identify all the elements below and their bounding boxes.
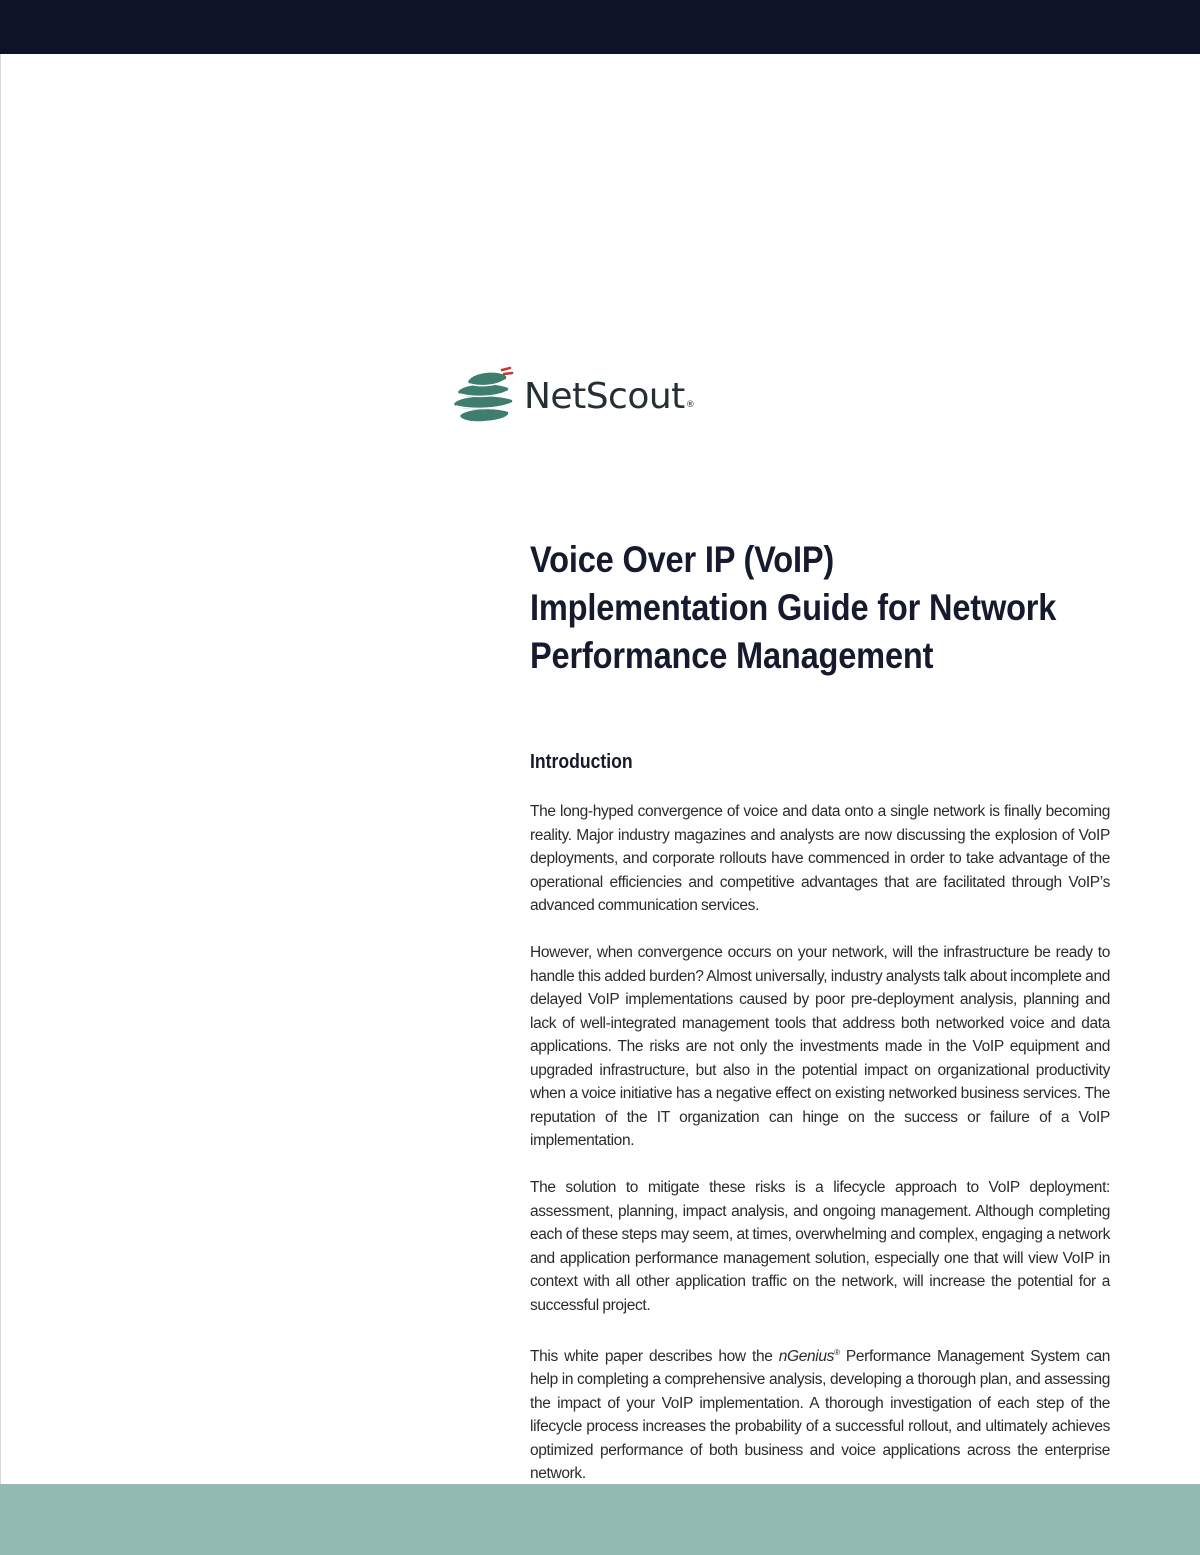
document-title: Voice Over IP (VoIP) Implementation Guide for Network Performance Management	[530, 539, 1057, 676]
product-registered-mark: ®	[834, 1347, 840, 1357]
paragraph-4-rest: Performance Management System can help in completing a comprehensive analysis, developing a thorough plan, and assessing the impact of your VoIP implementation. A thorough investigation of each step of the lifecycle process increases the probability of a successful rollout, and ultimately achieves optimized performance of both business and voice applications across the enterprise network.	[530, 1347, 1110, 1482]
paragraph-1: The long-hyped convergence of voice and data onto a single network is finally becoming reality. Major industry magazines and analysts are now discussing the explosion of VoIP deployments, and corporate rollouts have commenced in order to take advantage of the operational efficiencies and competitive advantages that are facilitated through VoIP’s advanced communication services.	[530, 803, 1110, 914]
header-bar	[0, 0, 1200, 54]
paragraph-3: The solution to mitigate these risks is a lifecycle approach to VoIP deployment: assessment, planning, impact analysis, and ongoing management. Although completing each of these steps may seem, at times, overwhelming and complex, engaging a network and application performance management solution, especially one that will view VoIP in context with all other application traffic on the network, will increase the potential for a successful project.	[530, 1179, 1110, 1314]
netscout-stacked-discs-icon	[450, 362, 522, 426]
logo-wordmark: NetScout	[524, 375, 685, 417]
section-heading-introduction: Introduction	[530, 751, 633, 773]
product-name-ngenius: nGenius	[778, 1347, 835, 1365]
logo-registered-mark: ®	[685, 400, 695, 410]
footer-bar	[0, 1484, 1200, 1555]
page-edge-line	[0, 54, 1, 1484]
body-text-column	[530, 800, 1110, 1509]
paragraph-2: However, when convergence occurs on your network, will the infrastructure be ready to handle this added burden? Almost universally, industry analysts talk about incomplete and delayed VoIP implementations caused by poor pre-deployment analysis, planning and lack of well-integrated management tools that address both networked voice and data applications. The risks are not only the investments made in the VoIP equipment and upgraded infrastructure, but also in the potential impact on organizational productivity when a voice initiative has a negative effect on existing networked business services. The reputation of the IT organization can hinge on the success or failure of a VoIP implementation.	[530, 944, 1110, 1149]
paragraph-4-lead: This white paper describes how the	[530, 1347, 779, 1365]
paragraph-4	[530, 1341, 1110, 1486]
netscout-logo	[450, 362, 695, 426]
